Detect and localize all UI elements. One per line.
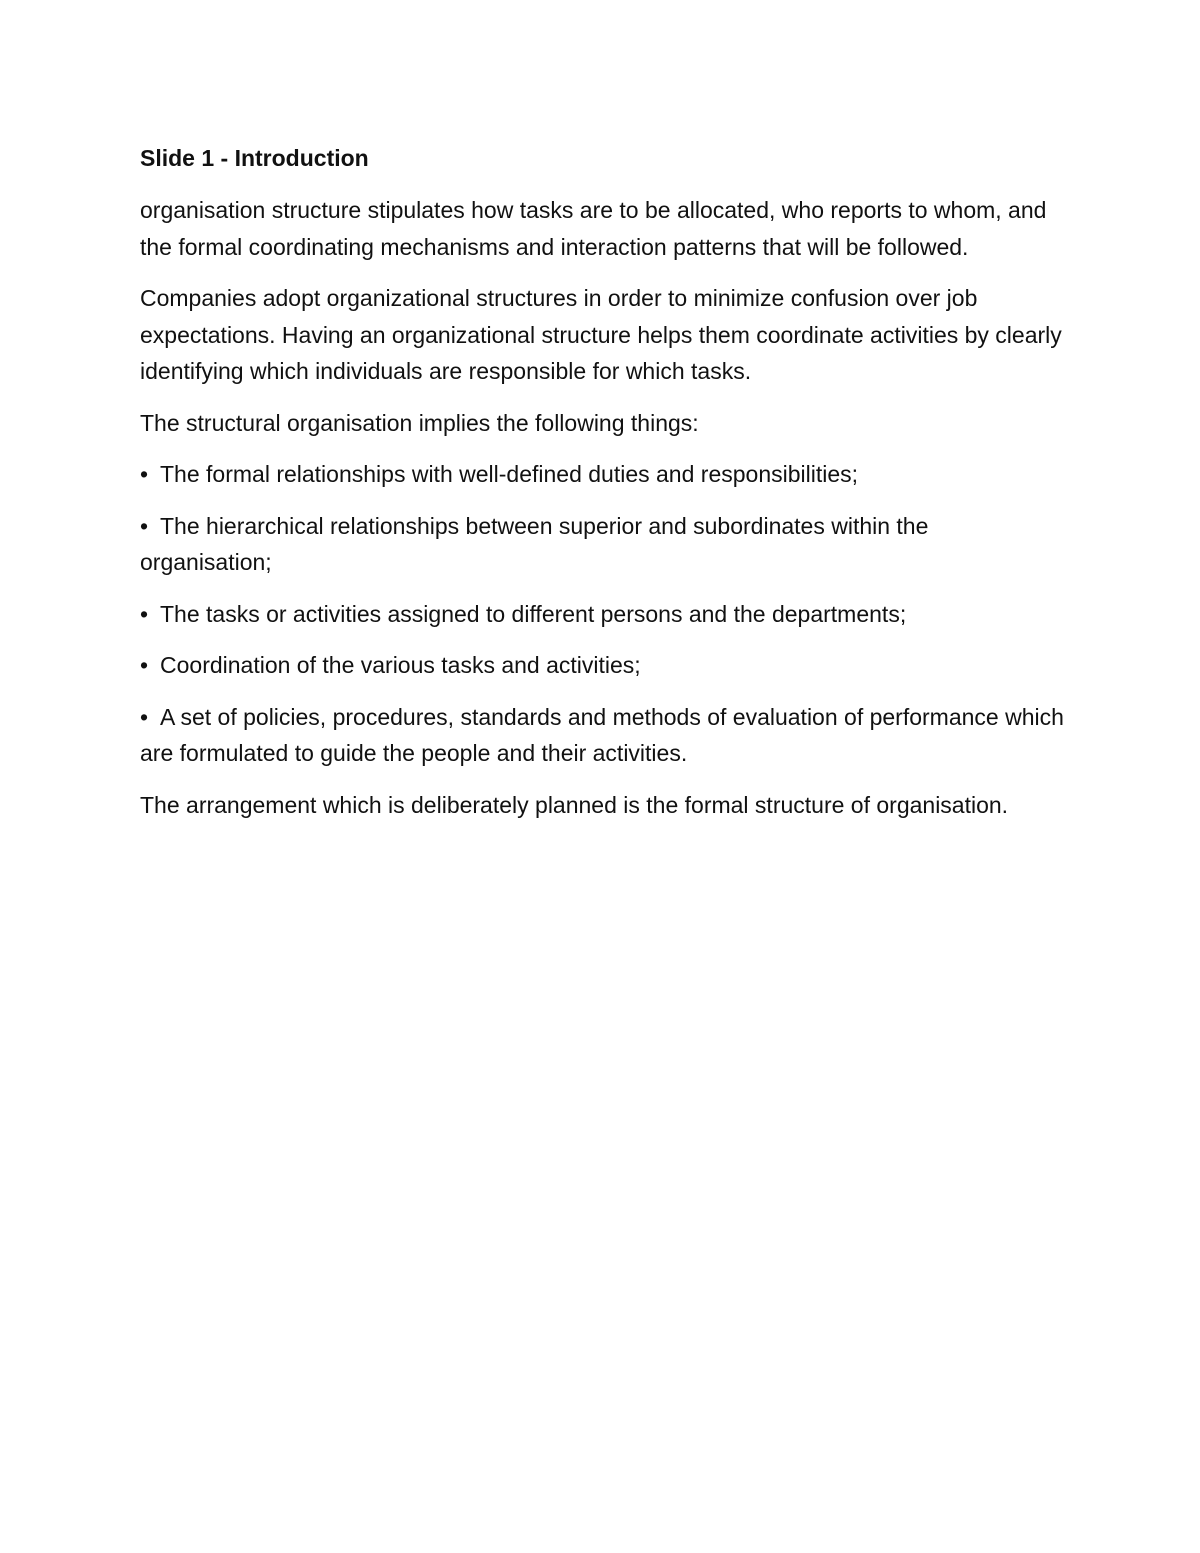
- bullet-icon: •: [140, 652, 149, 678]
- bullet-icon: •: [140, 600, 149, 627]
- bullet-text: The tasks or activities assigned to different persons and the departments;: [160, 600, 907, 627]
- bullet-item: [140, 647, 1065, 684]
- paragraph-closing: The arrangement which is deliberately planned is the formal structure of organisation.: [140, 791, 1009, 818]
- document-body: [140, 140, 1065, 838]
- bullet-text: The hierarchical relationships between superior and subordinates within the organisation;: [140, 512, 929, 575]
- bullet-text: Coordination of the various tasks and activities;: [160, 652, 641, 678]
- bullet-item: [140, 596, 1065, 633]
- paragraph-implications-intro: The structural organisation implies the following things:: [140, 409, 699, 436]
- bullet-icon: •: [140, 461, 149, 487]
- paragraph-definition: organisation structure stipulates how tasks are to be allocated, who reports to whom, and the formal coordinating mechanisms and interaction patterns that will be followed.: [140, 197, 1047, 260]
- paragraph-purpose: Companies adopt organizational structures in order to minimize confusion over job expectations. Having an organizational structure helps them coordinate activities by clearly identifying which individuals are responsible for which tasks.: [140, 285, 1062, 384]
- bullet-text: A set of policies, procedures, standards and methods of evaluation of performance which are formulated to guide the people and their activities.: [140, 703, 1064, 766]
- bullet-item: [140, 456, 1065, 493]
- bullet-icon: •: [140, 512, 149, 539]
- bullet-icon: •: [140, 703, 149, 730]
- bullet-item: [140, 508, 1065, 581]
- bullet-item: [140, 699, 1065, 772]
- bullet-text: The formal relationships with well-defined duties and responsibilities;: [160, 461, 859, 487]
- slide-heading: Slide 1 - Introduction: [140, 145, 369, 171]
